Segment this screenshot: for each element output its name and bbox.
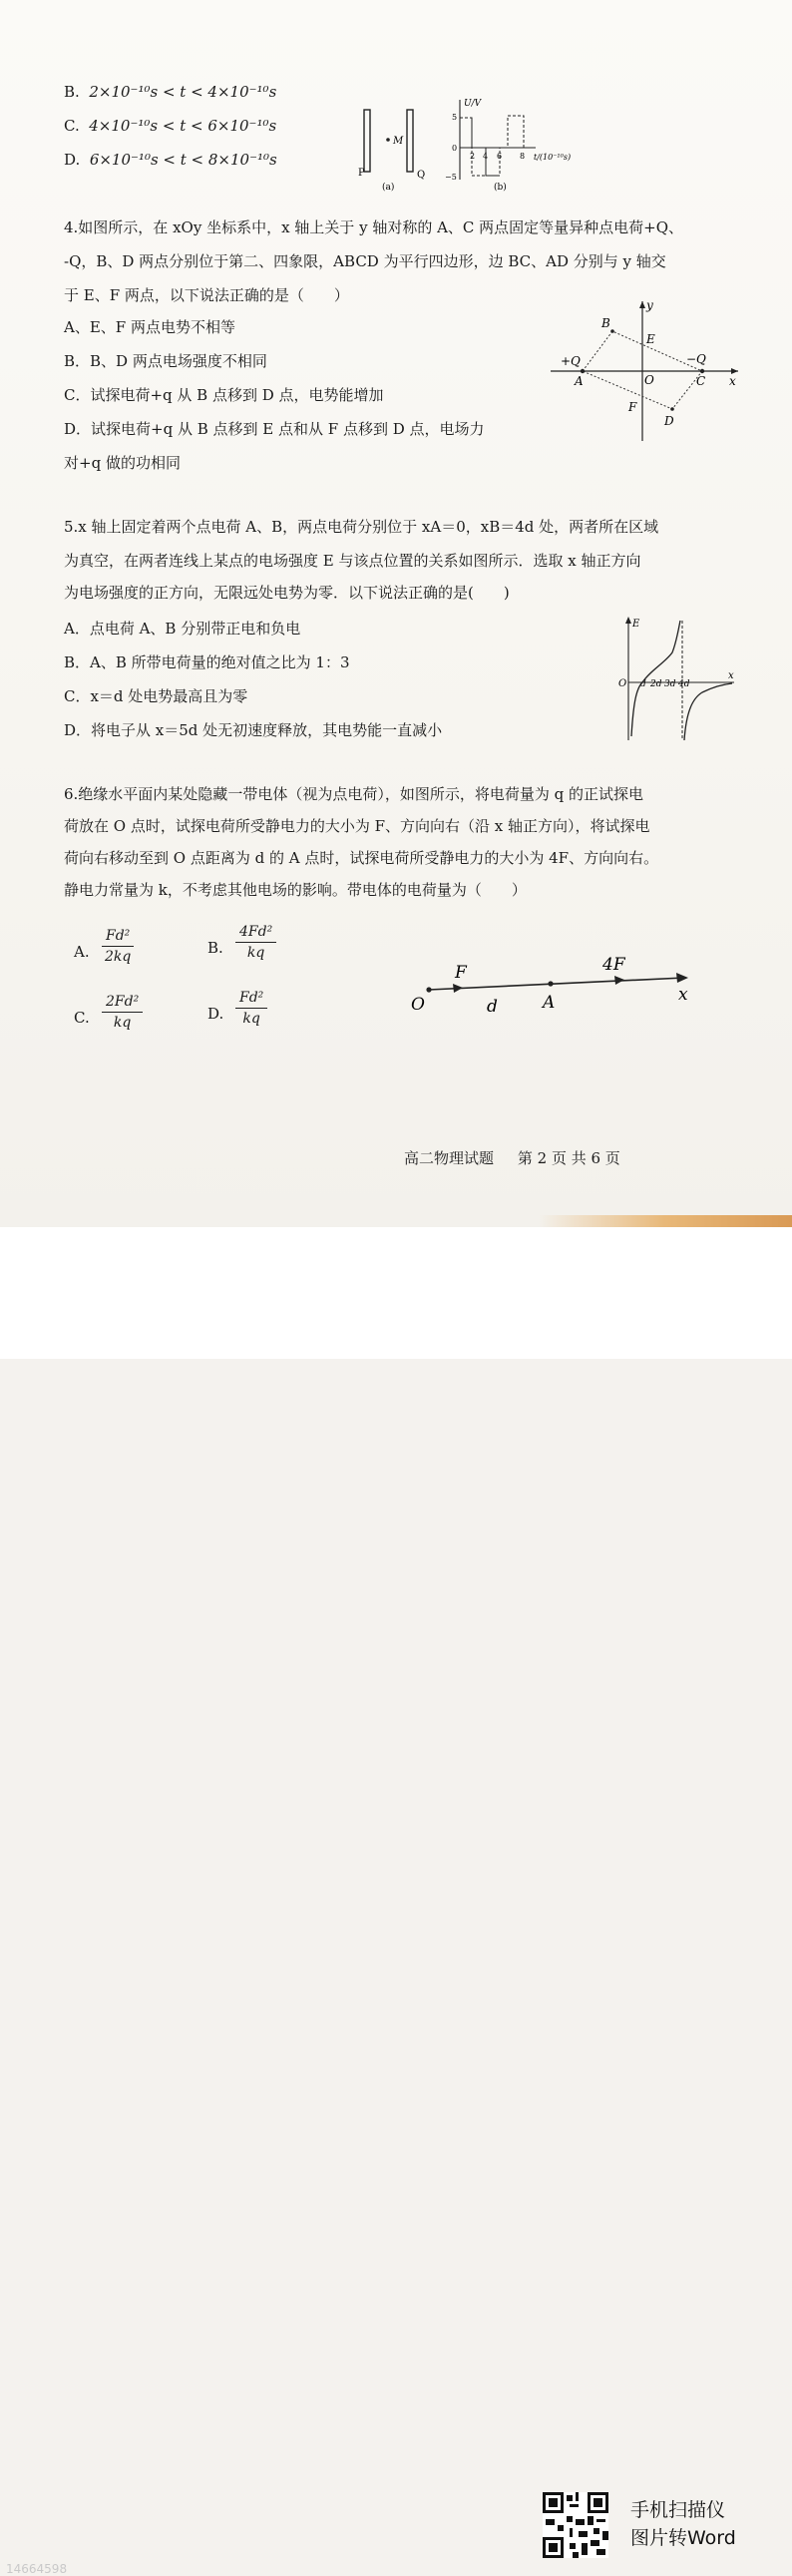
voltage-wave-b [500,116,524,148]
page-footer [404,1147,620,1168]
scanner-app-banner [0,1227,792,2576]
x-axis-line [429,978,684,990]
e-axis-arrow [625,617,631,624]
force-4f-label: 4F [602,956,625,975]
q3-option-c [64,116,276,136]
q6-option-a-fraction [102,926,134,967]
point-c-label: C [696,374,706,388]
q5-option-c: C．x＝d 处电势最高且为零 [64,687,248,705]
q4-stem-line-2: -Q，B、D 两点分别位于第二、四象限，ABCD 为平行四边形，边 BC、AD 分别与 y 轴交 [64,252,666,270]
q5-stem-line-1: 5.x 轴上固定着两个点电荷 A、B，两点电荷分别位于 xA＝0，xB＝4d 处，两者所在区域 [64,518,659,536]
e-axis-label: E [632,619,640,630]
charge-neg-label: −Q [686,352,706,366]
q5-figure [610,613,740,744]
q4-figure [547,295,746,445]
tick-5: 5 [452,113,458,122]
numerator: 4Fd² [235,922,276,943]
point-d-dot [670,407,674,411]
plate-p-label: P [358,168,365,179]
distance-label: d [487,997,498,1017]
q5-option-d: D．将电子从 x＝5d 处无初速度释放，其电势能一直减小 [64,721,443,739]
qr-code-icon[interactable] [543,2492,608,2558]
tick-4: 4 [483,152,489,161]
scanner-brand-text [630,2496,736,2552]
denominator: 2kq [104,949,132,965]
point-d-label: D [664,414,674,428]
e-curve-right [684,683,732,740]
q6-stem-line-1: 6.绝缘水平面内某处隐藏一带电体（视为点电荷），如图所示，将电荷量为 q 的正试探电 [64,785,643,803]
numerator: Fd² [102,926,134,947]
point-b-dot [610,329,614,333]
force-f-arrow [453,984,463,993]
point-o-label: O [411,995,425,1015]
tick-3d: 3d [664,679,676,689]
point-o-dot [426,987,431,992]
voltage-wave-low [472,118,503,176]
q6-stem-line-3: 荷向右移动至到 O 点距离为 d 的 A 点时，试探电荷所受静电力的大小为 4F、方向向右。 [64,849,659,867]
q6-stem-line-2: 荷放在 O 点时，试探电荷所受静电力的大小为 F、方向向右（沿 x 轴正方向），将试探电 [64,817,650,835]
point-m-label: M [393,136,404,147]
q6-option-b-fraction [235,922,276,963]
option-text: 6×10⁻¹⁰s < t < 8×10⁻¹⁰s [89,151,277,169]
x-axis-label: x [678,985,688,1005]
watermark-id: 14664598 [6,2562,68,2576]
option-text: 2×10⁻¹⁰s < t < 4×10⁻¹⁰s [89,83,277,101]
plate-q-label: Q [417,170,426,181]
q5-option-a: A．点电荷 A、B 分别带正电和负电 [64,620,301,638]
denominator: kq [246,945,265,961]
caption-a: (a) [382,183,395,193]
footer-page-number: 第 2 页 共 6 页 [517,1149,620,1167]
point-e-label: E [646,332,655,346]
tick-8: 8 [520,152,526,161]
y-axis-label: y [646,298,653,312]
tick-4d: 4d [678,679,690,689]
option-letter: C. [64,117,80,135]
tick-6: 6 [497,152,503,161]
voltage-wave-a [460,118,503,176]
brand-line-1: 手机扫描仪 [630,2499,726,2521]
origin-label: O [644,373,654,387]
q6-option-b-letter: B. [207,939,223,957]
point-a-label: A [543,993,556,1013]
plate-p [364,110,370,172]
q4-option-b: B．B、D 两点电场强度不相同 [64,352,267,370]
tick-d: d [640,679,646,689]
caption-b: (b) [494,183,507,193]
plate-q [407,110,413,172]
numerator: 2Fd² [102,992,143,1013]
point-m-dot [386,138,390,142]
charge-pos-label: +Q [561,354,581,368]
point-a-dot [548,981,553,986]
brand-line-2: 图片转Word [630,2527,736,2549]
option-letter: B. [64,83,80,101]
point-b-label: B [601,316,610,330]
q4-option-d-cont: 对+q 做的功相同 [64,454,181,472]
point-a-label: A [575,374,584,388]
q5-option-b: B．A、B 所带电荷量的绝对值之比为 1：3 [64,653,350,671]
q6-option-c-letter: C. [74,1009,90,1027]
q6-option-a-letter: A. [74,943,90,961]
q6-stem-line-4: 静电力常量为 k，不考虑其他电场的影响。带电体的电荷量为（ ） [64,881,527,899]
tick-0: 0 [452,144,458,153]
denominator: kq [113,1015,132,1031]
option-letter: D. [64,151,81,169]
charge-a-dot [581,369,585,373]
scan-edge-shadow [539,1215,792,1227]
origin-label: O [618,678,627,689]
q6-figure [403,956,702,1020]
denominator: kq [242,1011,260,1027]
q3-figure [354,88,594,198]
numerator: Fd² [235,988,267,1009]
q3-option-d [64,150,277,170]
tick-2: 2 [470,152,476,161]
q6-option-d-letter: D. [207,1005,224,1023]
tick-2d: 2d [650,679,662,689]
q4-stem-line-1: 4.如图所示，在 xOy 坐标系中，x 轴上关于 y 轴对称的 A、C 两点固定等量异种点电荷+Q、 [64,218,684,236]
q5-stem-line-3: 为电场强度的正方向，无限远处电势为零．以下说法正确的是( ) [64,584,510,602]
x-axis-label: x [728,670,734,681]
q6-option-c-fraction [102,992,143,1033]
q6-option-d-fraction [235,988,267,1029]
tick-neg5: −5 [445,173,457,182]
force-f-label: F [455,963,467,983]
exam-page [0,0,792,1227]
q4-stem-line-3: 于 E、F 两点，以下说法正确的是（ ） [64,286,349,304]
x-axis-label: x [729,374,736,388]
q3-option-b [64,82,276,102]
charge-c-dot [700,369,704,373]
u-axis-label: U/V [464,99,482,109]
x-axis-arrow [676,973,688,983]
q5-stem-line-2: 为真空，在两者连线上某点的电场强度 E 与该点位置的关系如图所示．选取 x 轴正方向 [64,552,641,570]
q4-option-a: A、E、F 两点电势不相等 [64,318,235,336]
y-axis-arrow [639,301,645,308]
footer-title: 高二物理试题 [404,1149,495,1167]
t-axis-label: t/(10⁻¹⁰s) [534,153,572,162]
e-curve-between [631,621,680,736]
force-4f-arrow [614,976,624,985]
q4-option-d: D．试探电荷+q 从 B 点移到 E 点和从 F 点移到 D 点，电场力 [64,420,485,438]
point-f-label: F [628,400,637,414]
q4-option-c: C．试探电荷+q 从 B 点移到 D 点，电势能增加 [64,386,384,404]
option-text: 4×10⁻¹⁰s < t < 6×10⁻¹⁰s [89,117,277,135]
